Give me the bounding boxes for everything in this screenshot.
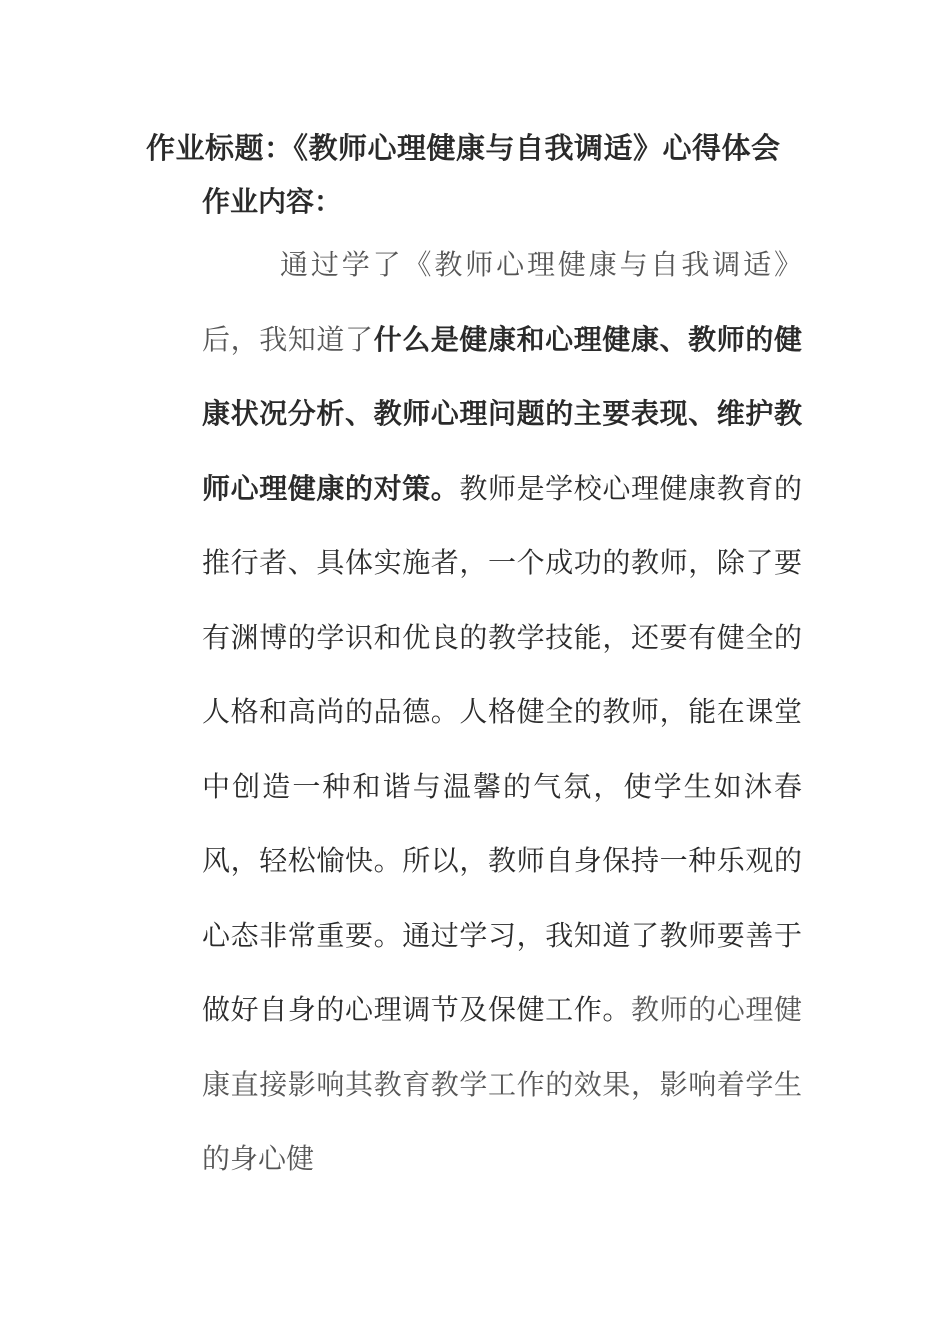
document-title: 作业标题：《教师心理健康与自我调适》心得体会 xyxy=(146,131,781,165)
paragraph-intro-text: 通过学了《教师心理健康与自我调适》后，我知道了 xyxy=(202,248,802,356)
paragraph-bold-text: 什么是健康和心理健康、教师的健康状况分析、教师心理问题的主要表现、维护教师心理健康的对策。 xyxy=(202,322,802,505)
paragraph-main-text: 教师是学校心理健康教育的推行者、具体实施者，一个成功的教师，除了要有渊博的学识和优良的教学技能，还要有健全的人格和高尚的品德。人格健全的教师，能在课堂中创造一种和谐与温馨的气氛，使学生如沐春风，轻松愉快。所以，教师自身保持一种乐观的心态非常重要。通过学习，我知道了教师要善于做好自身的心理调节及保健工作。 xyxy=(202,471,802,1026)
paragraph-trailing-text: 教师的心理健康直接影响其教育教学工作的效果，影响着学生的身心健 xyxy=(202,993,802,1175)
content-label: 作业内容： xyxy=(202,185,343,218)
body-paragraph xyxy=(202,228,802,1197)
